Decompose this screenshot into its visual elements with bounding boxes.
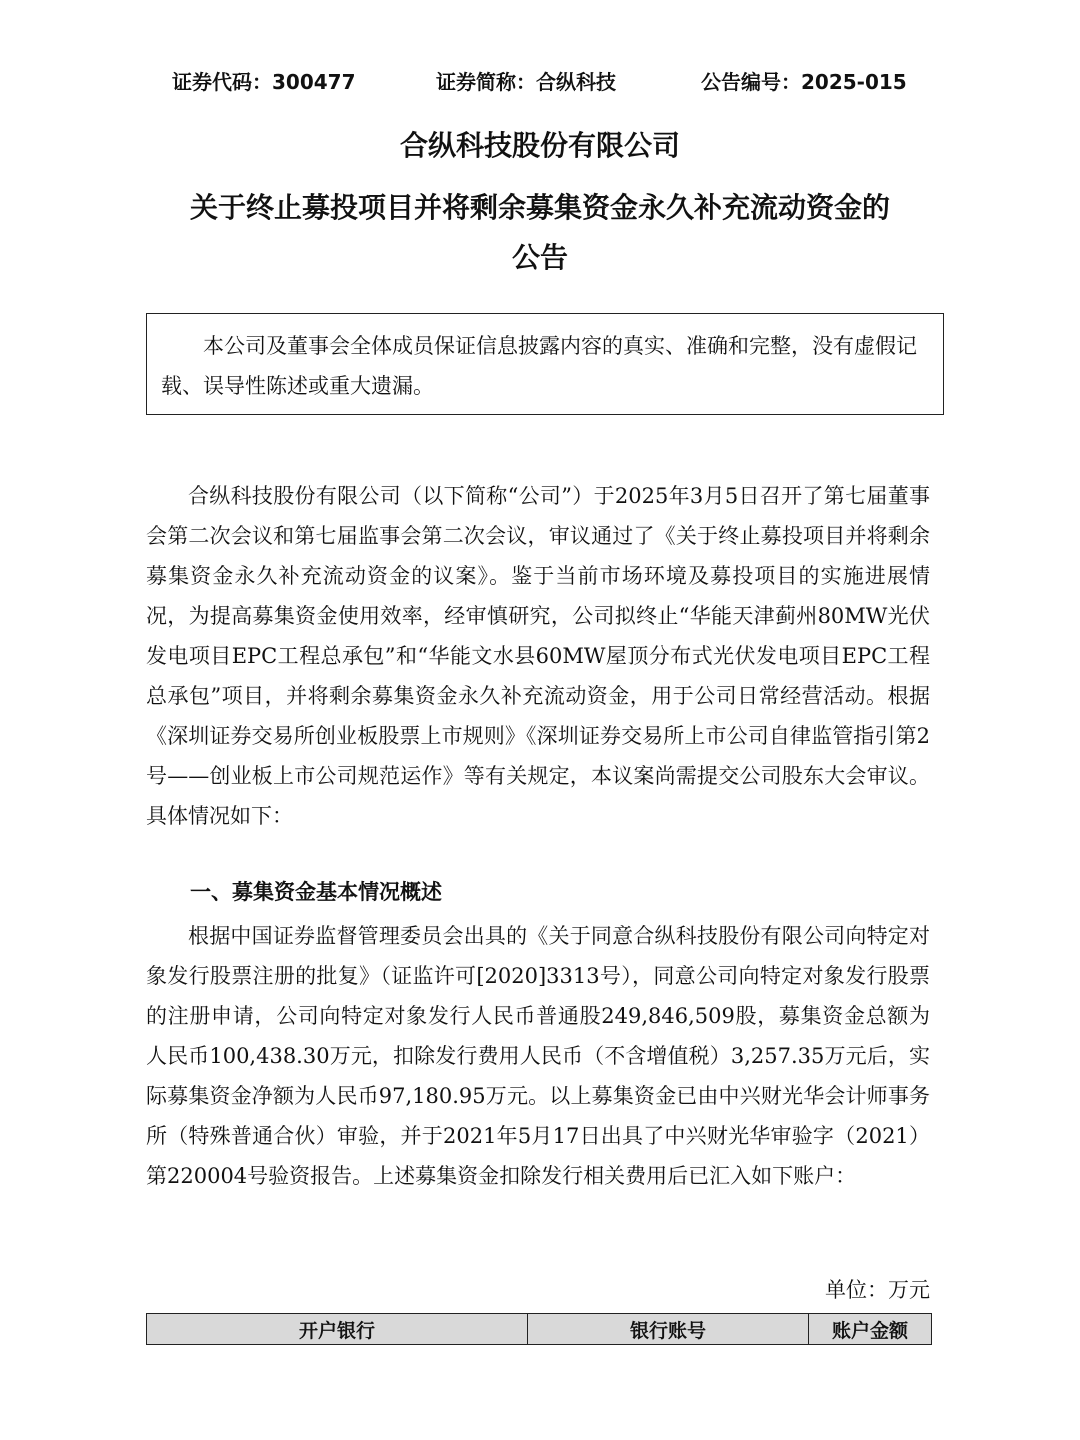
account-table [146,1313,932,1345]
announcement-title-line2: 公告 [511,241,568,274]
fund-overview-paragraph: 根据中国证券监督管理委员会出具的《关于同意合纵科技股份有限公司向特定对象发行股票注册的批复》（证监许可[2020]3313号），同意公司向特定对象发行股票的注册申请，公司向特定对象发行人民币普通股249,846,509股，募集资金总额为人民币100,438.30万元，扣除发行费用人民币（不含增值税）3,257.35万元后，实际募集资金净额为人民币97,180.95万元。以上募集资金已由中兴财光华会计师事务所（特殊普通合伙）审验，并于2021年5月17日出具了中兴财光华审验字（2021）第220004号验资报告。上述募集资金扣除发行相关费用后已汇入如下账户： [146,924,930,1188]
announcement-title-line1: 关于终止募投项目并将剩余募集资金永久补充流动资金的 [189,191,890,224]
table-header-row [147,1314,932,1345]
disclosure-statement-text: 本公司及董事会全体成员保证信息披露内容的真实、准确和完整，没有虚假记载、误导性陈述或重大遗漏。 [161,334,917,398]
company-title: 合纵科技股份有限公司 [399,129,680,162]
stock-abbreviation: 证券简称：合纵科技 [436,70,616,94]
unit-label: 单位：万元 [825,1278,930,1302]
notice-number: 公告编号：2025-015 [701,70,907,94]
column-header-amount: 账户金额 [809,1314,932,1345]
document-header [0,66,1080,98]
column-header-account-number: 银行账号 [528,1314,809,1345]
column-header-bank: 开户银行 [147,1314,528,1345]
stock-code: 证券代码：300477 [172,70,356,94]
section-heading: 一、募集资金基本情况概述 [190,880,442,904]
intro-paragraph: 合纵科技股份有限公司（以下简称“公司”）于2025年3月5日召开了第七届董事会第二次会议和第七届监事会第二次会议，审议通过了《关于终止募投项目并将剩余募集资金永久补充流动资金的议案》。鉴于当前市场环境及募投项目的实施进展情况，为提高募集资金使用效率，经审慎研究，公司拟终止“华能天津蓟州80MW光伏发电项目EPC工程总承包”和“华能文水县60MW屋顶分布式光伏发电项目EPC工程总承包”项目，并将剩余募集资金永久补充流动资金，用于公司日常经营活动。根据《深圳证券交易所创业板股票上市规则》《深圳证券交易所上市公司自律监管指引第2号——创业板上市公司规范运作》等有关规定，本议案尚需提交公司股东大会审议。具体情况如下： [146,484,930,828]
disclosure-statement-box [146,313,944,415]
